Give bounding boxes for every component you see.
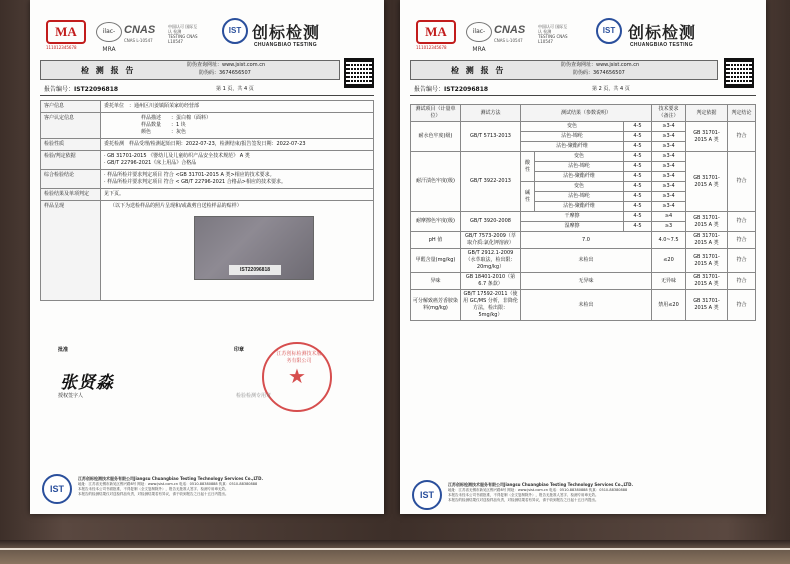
sub-item: 变色	[535, 152, 624, 162]
footer-line: 地址：江苏省无锡市新吴区锡兴路8号 网址：www.jsist.com.cn 电话：0510-88380888 传真：0510-88380888	[78, 482, 258, 486]
footer-company: 江苏创标检测技术服务有限公司Jiangsu Chuangbiao Testing Technology Services Co.,LTD.	[448, 482, 633, 487]
footer-ist-logo: IST	[412, 480, 442, 510]
test-results-table	[410, 104, 756, 321]
table-row	[411, 212, 756, 222]
result-value: 未检出	[521, 249, 652, 273]
divider	[40, 95, 374, 96]
test-item: 甲醛含量(mg/kg)	[411, 249, 461, 273]
result-value: 4-5	[624, 162, 652, 172]
table-row	[41, 101, 374, 113]
floor-line	[0, 548, 790, 550]
qr-code	[344, 58, 374, 88]
table-row	[411, 290, 756, 321]
result-value: 未检出	[521, 290, 652, 321]
requirement: ≥3-4	[652, 162, 686, 172]
ilac-logo: ilac-MRA	[96, 22, 122, 42]
column-header: 测试项目（计量单位）	[411, 105, 461, 122]
query-code: 防伪码：3674656507	[573, 70, 625, 76]
row-item: 样品数量 ：1 块	[141, 122, 186, 128]
test-method: GB/T 5713-2013	[461, 122, 521, 152]
ist-logo: IST	[222, 18, 248, 44]
ma-logo: MA	[46, 20, 86, 44]
brand-name-en: CHUANGBIAO TESTING	[630, 42, 693, 48]
client-info-table	[40, 100, 374, 301]
table-row	[411, 249, 756, 273]
requirement: ≥3	[652, 222, 686, 232]
footer	[78, 476, 378, 497]
row-sub-label: 委托检测	[104, 141, 125, 147]
report-number-value: IST22096818	[444, 86, 489, 93]
sub-item: 干摩擦	[521, 212, 624, 222]
sub-item: 沾色-聚酯纤维	[521, 142, 624, 152]
report-page-1	[30, 0, 384, 514]
row-item: 颜色 ：灰色	[141, 129, 187, 135]
condition-group: 碱性	[521, 182, 535, 212]
row-label: 样品呈现	[41, 201, 101, 301]
page-number: 第 2 页，共 4 页	[592, 86, 630, 92]
query-site: 防伪查询网址：www.jsist.com.cn	[187, 62, 266, 68]
row-value	[101, 101, 374, 113]
ma-logo-number: 111012345678	[416, 45, 447, 50]
cnas-number: CNAS L-10547	[124, 38, 153, 43]
conclusion: 符合	[728, 122, 756, 152]
ilac-logo: ilac-MRA	[466, 22, 492, 42]
test-method: GB 18401-2010（第 6.7 条款）	[461, 273, 521, 290]
requirement: ≥3-4	[652, 182, 686, 192]
page-number: 第 1 页，共 4 页	[216, 86, 254, 92]
conclusion: 符合	[728, 212, 756, 232]
table-row	[41, 139, 374, 151]
ma-logo: MA	[416, 20, 456, 44]
footer-line: 本报告的检测结果仅对送检样品负责，对检测结果若有异议，请于收到报告之日起十五日内提出。	[78, 492, 229, 496]
conclusion: 符合	[728, 152, 756, 212]
sample-tag: IST22096818	[229, 265, 281, 275]
column-header: 测试结果（参数说明）	[521, 105, 652, 122]
row-value	[101, 139, 374, 151]
judgement-basis: GB 31701-2015 A 类	[686, 290, 728, 321]
accreditation-note: 中国认可 国际互认 检测 TESTING CNAS L10547	[168, 24, 198, 44]
requirement: 禁用≤20	[652, 290, 686, 321]
condition-group: 酸性	[521, 152, 535, 182]
cnas-number: CNAS L-10547	[494, 38, 523, 43]
approve-label: 批准	[58, 347, 69, 353]
test-results-body	[411, 122, 756, 321]
stamp-text: 江苏创标检测技术服务有限公司	[276, 351, 322, 364]
divider	[410, 95, 756, 96]
sample-photo	[194, 216, 314, 280]
result-value: 4-5	[624, 222, 652, 232]
judgement-basis: GB 31701-2015 A 类	[686, 249, 728, 273]
report-number-label: 报告编号：	[44, 86, 75, 93]
requirement: ≥3-4	[652, 202, 686, 212]
header-logos	[400, 14, 766, 54]
sub-item: 沾色-聚酯纤维	[535, 172, 624, 182]
sub-item: 沾色-锦纶	[535, 162, 624, 172]
result-value: 4-5	[624, 212, 652, 222]
conclusion: 符合	[728, 290, 756, 321]
row-value	[101, 201, 374, 301]
table-row	[411, 232, 756, 249]
row-text: （以下为送检样品的照片呈现和/或裁剪自送检样品的贴样）	[110, 203, 242, 209]
accreditation-note: 中国认可 国际互认 检测 TESTING CNAS L10547	[538, 24, 568, 44]
signature: 张贤淼	[60, 373, 114, 393]
report-number-label: 报告编号：	[414, 86, 445, 93]
report-title-bar	[40, 60, 340, 80]
brand-name-en: CHUANGBIAO TESTING	[254, 42, 317, 48]
row-text: ：通州区川姜镇陌茉家纺经营部	[129, 103, 200, 109]
row-item: 样品描述 ：蛋白棉（面料）	[141, 115, 212, 121]
report-title: 检 测 报 告	[81, 66, 136, 75]
report-title-bar	[410, 60, 718, 80]
result-value: 4-5	[624, 192, 652, 202]
test-item: 耐汗渍色牢度(级)	[411, 152, 461, 212]
stamp-sub: 检验检测专用章	[236, 393, 272, 399]
footer-line: 本报告未经本公司书面批准，不得复制（全文复制除外），报告无批准人签字、检测专用章无效。	[448, 493, 599, 497]
result-value: 4-5	[624, 202, 652, 212]
footer-line: 本报告的检测结果仅对送检样品负责，对检测结果若有异议，请于收到报告之日起十五日内提出。	[448, 498, 599, 502]
test-item: pH 值	[411, 232, 461, 249]
requirement: ≥4	[652, 212, 686, 222]
row-item: · 样品所检并要求判定项目 符合 <GB 31701-2015 A 类>相应的技术要求。	[104, 172, 275, 178]
header-logos	[30, 14, 384, 54]
cnas-logo: CNAS	[494, 24, 526, 36]
row-text: 样品受理/检测起始日期：2022-07-23，检测结束/报告签发日期：2022-07-23	[129, 141, 306, 147]
judgement-basis: GB 31701-2015 A 类	[686, 273, 728, 290]
conclusion: 符合	[728, 273, 756, 290]
sub-item: 湿摩擦	[521, 222, 624, 232]
footer-ist-logo: IST	[42, 474, 72, 504]
test-item: 耐水色牢度(级)	[411, 122, 461, 152]
test-method: GB/T 7573-2009（萃取介质:氯化钾溶液）	[461, 232, 521, 249]
row-label: 综合检验结论	[41, 170, 101, 189]
row-item: · GB/T 22796-2021《床上用品》合格品	[104, 160, 197, 166]
conclusion: 符合	[728, 249, 756, 273]
qr-code	[724, 58, 754, 88]
row-label: 客户信息	[41, 101, 101, 113]
judgement-basis: GB 31701-2015 A 类	[686, 212, 728, 232]
table-row	[411, 273, 756, 290]
requirement: ≥3-4	[652, 192, 686, 202]
table-header-row	[411, 105, 756, 122]
conclusion: 符合	[728, 232, 756, 249]
table-row	[41, 201, 374, 301]
report-page-2	[400, 0, 766, 514]
requirement: ≥3-4	[652, 152, 686, 162]
result-value: 4-5	[624, 132, 652, 142]
result-value: 4-5	[624, 152, 652, 162]
report-number-value: IST22096818	[74, 86, 119, 93]
result-value: 无异味	[521, 273, 652, 290]
result-value: 4-5	[624, 172, 652, 182]
table-row	[411, 122, 756, 132]
requirement: ≥3-4	[652, 142, 686, 152]
table-row	[41, 170, 374, 189]
signer-title: 授权签字人	[58, 393, 84, 399]
result-value: 7.0	[521, 232, 652, 249]
test-item: 可分解致癌芳香胺染料(mg/kg)	[411, 290, 461, 321]
ma-logo-number: 111012345678	[46, 45, 77, 50]
result-value: 4-5	[624, 142, 652, 152]
column-header: 判定依据	[686, 105, 728, 122]
judgement-basis: GB 31701-2015 A 类	[686, 122, 728, 152]
requirement: 4.0~7.5	[652, 232, 686, 249]
table-row	[411, 152, 756, 162]
row-value: 见下页。	[101, 189, 374, 201]
row-value	[101, 151, 374, 170]
sub-item: 变色	[535, 182, 624, 192]
table-row	[41, 189, 374, 201]
table-row	[41, 151, 374, 170]
row-value	[101, 113, 374, 139]
brand-name: 创标检测	[628, 23, 697, 42]
sub-item: 沾色-锦纶	[521, 132, 624, 142]
test-item: 异味	[411, 273, 461, 290]
requirement: ≤20	[652, 249, 686, 273]
footer-line: 本报告未经本公司书面批准，不得复制（全文复制除外），报告无批准人签字、检测专用章无效。	[78, 487, 229, 491]
sub-item: 变色	[521, 122, 624, 132]
stamp-label: 印章	[234, 347, 245, 353]
row-item: · 样品所检并要求判定项目 符合 < GB/T 22796-2021 合格品>相应的技术要求。	[104, 179, 286, 185]
requirement: ≥3-4	[652, 172, 686, 182]
stamp-star-icon: ★	[288, 364, 306, 388]
row-label: 检验/判定依据	[41, 151, 101, 170]
requirement: 无异味	[652, 273, 686, 290]
requirement: ≥3-4	[652, 132, 686, 142]
report-title: 检 测 报 告	[451, 66, 506, 75]
query-site: 防伪查询网址：www.jsist.com.cn	[561, 62, 640, 68]
test-method: GB/T 17592-2011（使用 GC/MS 分析，非降伦方法，检出限：5mg/kg）	[461, 290, 521, 321]
floor	[0, 540, 790, 564]
official-stamp	[262, 342, 332, 412]
test-method: GB/T 3922-2013	[461, 152, 521, 212]
row-label: 检验结果及单项判定	[41, 189, 101, 201]
sub-item: 沾色-锦纶	[535, 192, 624, 202]
judgement-basis: GB 31701-2015 A 类	[686, 232, 728, 249]
row-label: 检验性质	[41, 139, 101, 151]
column-header: 测试方法	[461, 105, 521, 122]
report-number	[44, 84, 118, 93]
ist-logo: IST	[596, 18, 622, 44]
column-header: 技术要求（备注）	[652, 105, 686, 122]
sub-item: 沾色-聚酯纤维	[535, 202, 624, 212]
result-value: 4-5	[624, 122, 652, 132]
test-method: GB/T 3920-2008	[461, 212, 521, 232]
test-method: GB/T 2912.1-2009（水萃取法，检出限：20mg/kg）	[461, 249, 521, 273]
table-row	[41, 113, 374, 139]
row-sub-label: 委托单位	[104, 103, 125, 109]
query-code: 防伪码：3674656507	[199, 70, 251, 76]
cnas-logo: CNAS	[124, 24, 156, 36]
footer	[448, 482, 758, 503]
column-header: 判定结论	[728, 105, 756, 122]
row-item: · GB 31701-2015 《婴幼儿及儿童纺织产品安全技术规范》 A 类	[104, 153, 250, 159]
test-item: 耐摩擦色牢度(级)	[411, 212, 461, 232]
judgement-basis: GB 31701-2015 A 类	[686, 152, 728, 212]
brand-name: 创标检测	[252, 23, 321, 42]
footer-line: 地址：江苏省无锡市新吴区锡兴路8号 网址：www.jsist.com.cn 电话：0510-88380888 传真：0510-88380888	[448, 488, 628, 492]
row-label: 客户认定信息	[41, 113, 101, 139]
footer-company: 江苏创标检测技术服务有限公司Jiangsu Chuangbiao Testing Technology Services Co.,LTD.	[78, 476, 263, 481]
report-number	[414, 84, 488, 93]
row-value	[101, 170, 374, 189]
result-value: 4-5	[624, 182, 652, 192]
requirement: ≥3-4	[652, 122, 686, 132]
